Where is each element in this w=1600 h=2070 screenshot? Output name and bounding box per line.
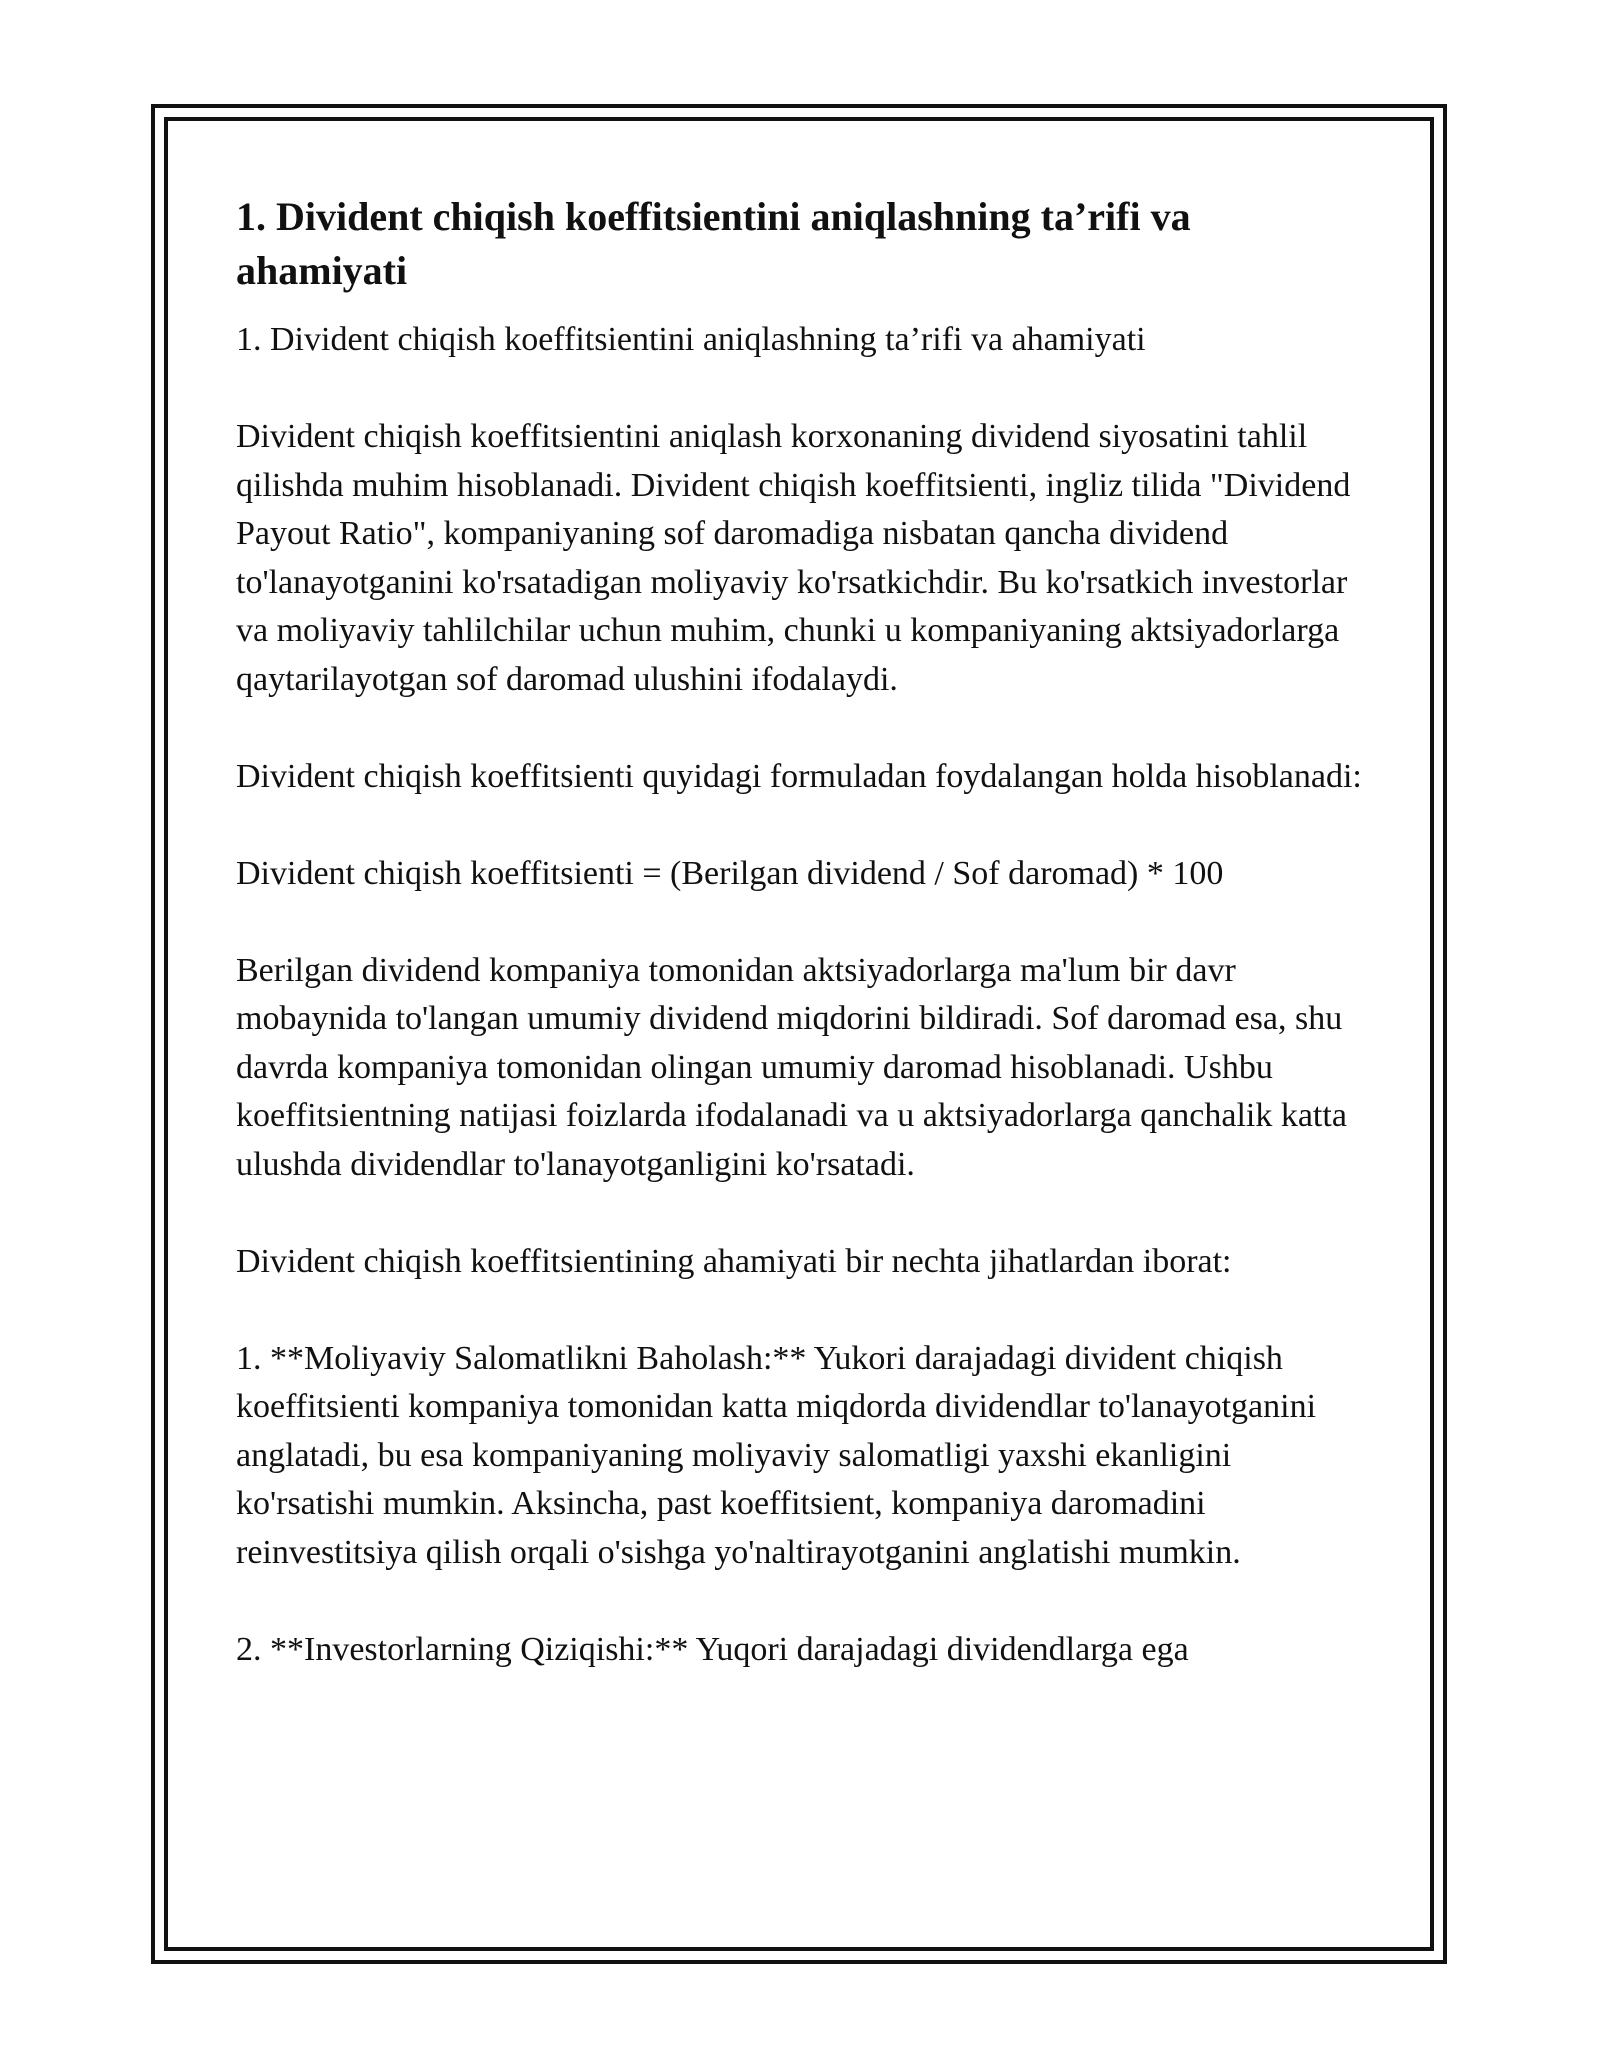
paragraph-formula-intro: Divident chiqish koeffitsienti quyidagi formuladan foydalangan holda hisoblanadi: [236,757,1362,795]
section-heading: 1. Divident chiqish koeffitsientini aniqlashning ta’rifi va ahamiyati [236,194,1191,293]
document-body [236,190,1366,1674]
paragraph-explanation: Berilgan dividend kompaniya tomonidan aktsiyadorlarga ma'lum bir davr mobaynida to'langan umumiy dividend miqdorini bildiradi. Sof daromad esa, shu davrda kompaniya tomonidan olingan umumiy daromad hisoblanadi. Ushbu koeffitsientning natijasi foizlarda ifodalanadi va u aktsiyadorlarga qanchalik katta ulushda dividendlar to'lanayotganligini ko'rsatadi. [236,951,1347,1183]
list-item-investor-interest: 2. **Investorlarning Qiziqishi:** Yuqori darajadagi dividendlarga ega [236,1630,1189,1668]
paragraph-importance-intro: Divident chiqish koeffitsientining ahamiyati bir nechta jihatlardan iborat: [236,1242,1232,1280]
paragraph-title-repeat: 1. Divident chiqish koeffitsientini aniqlashning ta’rifi va ahamiyati [236,321,1146,358]
paragraph-formula: Divident chiqish koeffitsienti = (Berilgan dividend / Sof daromad) * 100 [236,854,1224,892]
paragraph-definition: Divident chiqish koeffitsientini aniqlash korxonaning dividend siyosatini tahlil qilishda muhim hisoblanadi. Divident chiqish koeffitsienti, ingliz tilida "Dividend Payout Ratio", kompaniyaning sof daromadiga nisbatan qancha dividend to'lanayotganini ko'rsatadigan moliyaviy ko'rsatkichdir. Bu ko'rsatkich investorlar va moliyaviy tahlilchilar uchun muhim, chunki u kompaniyaning aktsiyadorlarga qaytarilayotgan sof daromad ulushini ifodalaydi. [236,418,1351,698]
list-item-financial-health: 1. **Moliyaviy Salomatlikni Baholash:** Yukori darajadagi divident chiqish koeffitsienti kompaniya tomonidan katta miqdorda dividendlar to'lanayotganini anglatadi, bu esa kompaniyaning moliyaviy salomatligi yaxshi ekanligini ko'rsatishi mumkin. Aksincha, past koeffitsient, kompaniya daromadini reinvestitsiya qilish orqali o'sishga yo'naltirayotganini anglatishi mumkin. [236,1339,1317,1571]
